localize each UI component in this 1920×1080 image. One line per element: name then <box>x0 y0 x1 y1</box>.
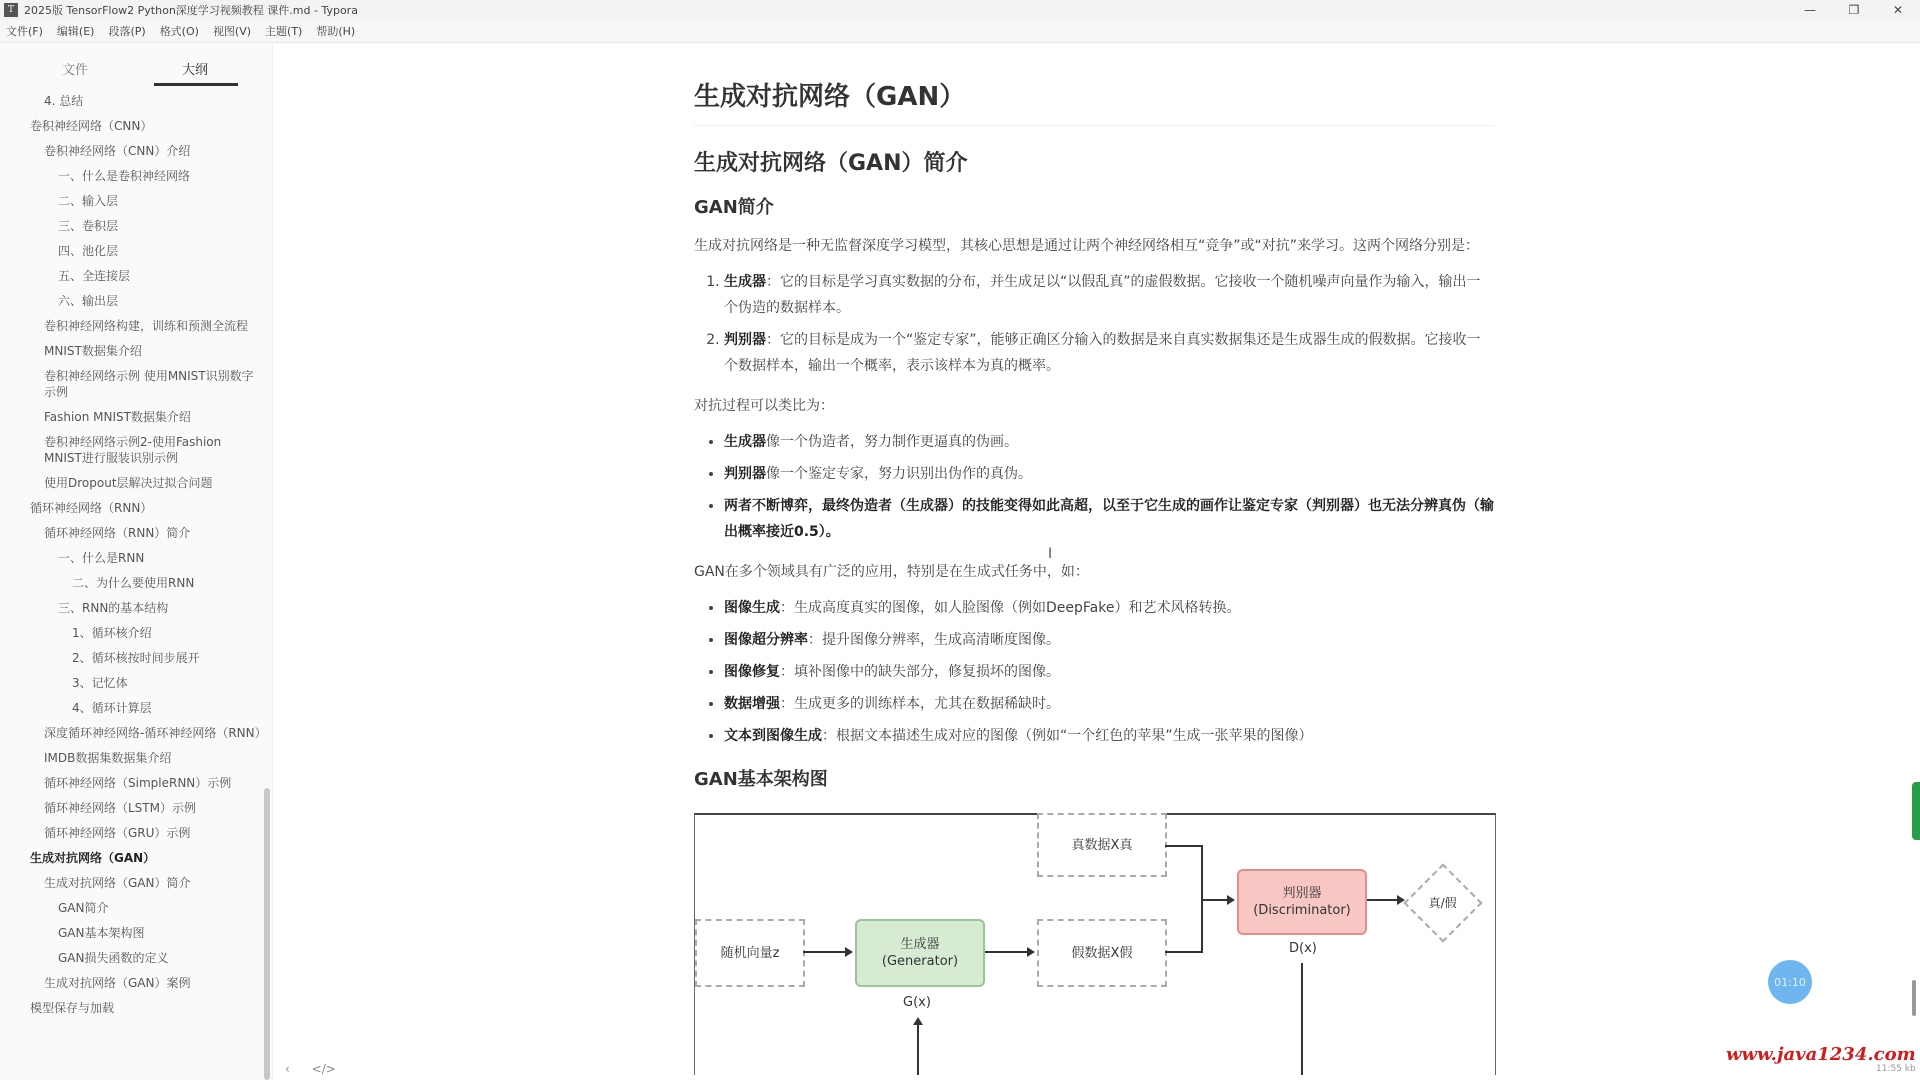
sidebar-footer <box>285 1062 354 1076</box>
list-item <box>724 723 1494 749</box>
doc-heading-gan-intro: GAN简介 <box>694 197 774 218</box>
outline-item[interactable]: 卷积神经网络示例 使用MNIST识别数字示例 <box>44 369 254 399</box>
doc-heading-1: 生成对抗网络（GAN） <box>694 76 1494 126</box>
outline-item[interactable]: 循环神经网络（SimpleRNN）示例 <box>44 776 232 790</box>
side-widget-tab[interactable] <box>1912 782 1920 840</box>
list-item-text: ：填补图像中的缺失部分，修复损坏的图像。 <box>780 664 1060 680</box>
menu-edit[interactable]: 编辑(E) <box>56 25 95 38</box>
outline-item[interactable]: MNIST数据集介绍 <box>44 344 142 358</box>
outline-item[interactable]: 生成对抗网络（GAN） <box>30 851 156 865</box>
list-item-text: 像一个鉴定专家，努力识别出伪作的真伪。 <box>766 466 1032 482</box>
sidebar-scrollbar[interactable] <box>264 788 270 1080</box>
window-controls <box>1788 0 1920 20</box>
list-item <box>724 461 1494 487</box>
arrow-icon <box>1227 895 1235 905</box>
menu-file[interactable]: 文件(F) <box>6 25 43 38</box>
real-data-box <box>1037 813 1167 877</box>
real-fake-label: 真/假 <box>1428 895 1458 910</box>
applications-list <box>694 595 1494 749</box>
collapse-sidebar-icon[interactable]: ‹ <box>285 1062 290 1076</box>
generator-box <box>855 919 985 987</box>
list-item <box>724 327 1494 379</box>
list-item <box>724 595 1494 621</box>
typora-app-icon: T <box>4 3 18 17</box>
fake-data-label: 假数据X假 <box>1071 945 1133 961</box>
connector-line <box>803 951 847 953</box>
close-icon[interactable]: ✕ <box>1892 3 1904 17</box>
list-item-term: 图像修复 <box>724 664 780 680</box>
outline-item[interactable]: 卷积神经网络（CNN） <box>30 119 153 133</box>
outline-item[interactable]: GAN基本架构图 <box>58 926 145 940</box>
arrow-icon <box>845 947 853 957</box>
arrow-icon <box>1027 947 1035 957</box>
outline-item[interactable]: 3、记忆体 <box>72 676 128 690</box>
watermark: www.java1234.com <box>1726 1044 1916 1065</box>
list-item <box>724 429 1494 455</box>
outline-item[interactable]: 四、池化层 <box>58 244 119 258</box>
noise-vector-label: 随机向量z <box>720 945 780 961</box>
list-item-text: ：提升图像分辨率，生成高清晰度图像。 <box>808 632 1060 648</box>
list-item <box>724 659 1494 685</box>
gan-architecture-diagram <box>694 813 1496 1075</box>
outline-item[interactable]: 循环神经网络（RNN） <box>30 501 153 515</box>
fake-data-box <box>1037 919 1167 987</box>
doc-heading-2: 生成对抗网络（GAN）简介 <box>694 151 968 176</box>
outline-item[interactable]: 三、RNN的基本结构 <box>58 601 169 615</box>
list-item-term: 文本到图像生成 <box>724 728 822 744</box>
discriminator-output-label: D(x) <box>1289 941 1317 956</box>
menu-help[interactable]: 帮助(H) <box>316 25 356 38</box>
list-item-term: 生成器 <box>724 434 766 450</box>
outline-item[interactable]: 卷积神经网络构建，训练和预测全流程 <box>44 319 249 333</box>
menu-bar <box>0 20 1920 43</box>
outline-item[interactable]: 五、全连接层 <box>58 269 131 283</box>
outline-item[interactable]: 一、什么是RNN <box>58 551 145 565</box>
real-data-label: 真数据X真 <box>1071 837 1133 853</box>
outline-item[interactable]: 1、循环核介绍 <box>72 626 152 640</box>
menu-format[interactable]: 格式(O) <box>159 25 199 38</box>
list-item-text: ：根据文本描述生成对应的图像（例如“一个红色的苹果”生成一张苹果的图像） <box>822 728 1313 744</box>
menu-view[interactable]: 视图(V) <box>212 25 252 38</box>
arrow-icon <box>913 1017 923 1025</box>
active-tab-indicator <box>154 83 238 86</box>
list-item <box>724 269 1494 321</box>
outline-item[interactable]: 循环神经网络（RNN）简介 <box>44 526 191 540</box>
outline-item[interactable]: 4、循环计算层 <box>72 701 152 715</box>
discriminator-en-label: (Discriminator) <box>1253 903 1351 918</box>
outline-item[interactable]: 4. 总结 <box>44 94 84 108</box>
source-code-mode-icon[interactable]: </> <box>311 1062 336 1076</box>
list-item <box>724 493 1494 545</box>
text-cursor-icon: I <box>1048 546 1053 562</box>
outline-item[interactable]: GAN损失函数的定义 <box>58 951 169 965</box>
restore-icon[interactable]: ❐ <box>1848 3 1860 17</box>
sidebar-tabs <box>0 43 272 89</box>
outline-item[interactable]: 二、为什么要使用RNN <box>72 576 195 590</box>
floating-timer-button[interactable] <box>1768 960 1812 1004</box>
outline-item[interactable]: 模型保存与加载 <box>30 1001 115 1015</box>
outline-item[interactable]: 二、输入层 <box>58 194 119 208</box>
outline-item[interactable]: Fashion MNIST数据集介绍 <box>44 410 191 424</box>
outline-item[interactable]: 卷积神经网络（CNN）介绍 <box>44 144 191 158</box>
outline-list <box>0 89 267 1021</box>
sidebar <box>0 43 273 1080</box>
outline-item[interactable]: 一、什么是卷积神经网络 <box>58 169 191 183</box>
connector-line <box>985 951 1029 953</box>
discriminator-box <box>1237 869 1367 935</box>
noise-vector-box <box>695 919 805 987</box>
list-item-term: 图像超分辨率 <box>724 632 808 648</box>
outline-item[interactable]: 使用Dropout层解决过拟合问题 <box>44 476 213 490</box>
outline-item[interactable]: 循环神经网络（GRU）示例 <box>44 826 191 840</box>
menu-theme[interactable]: 主题(T) <box>265 25 303 38</box>
outline-item[interactable]: IMDB数据集数据集介绍 <box>44 751 172 765</box>
outline-item[interactable]: 生成对抗网络（GAN）简介 <box>44 876 191 890</box>
connector-line <box>1165 845 1201 847</box>
floating-timer-label: 01:10 <box>1774 975 1806 989</box>
list-item-term: 图像生成 <box>724 600 780 616</box>
generator-en-label: (Generator) <box>881 954 959 969</box>
connector-line <box>1367 899 1397 901</box>
list-item <box>724 627 1494 653</box>
outline-item[interactable]: 生成对抗网络（GAN）案例 <box>44 976 191 990</box>
tab-outline[interactable]: 大纲 <box>182 63 209 78</box>
outline-item[interactable]: 深度循环神经网络-循环神经网络（RNN） <box>44 726 267 740</box>
outline-item[interactable]: 三、卷积层 <box>58 219 119 233</box>
minimize-icon[interactable]: — <box>1804 3 1816 17</box>
list-item-term: 生成器 <box>724 274 766 290</box>
outline-item[interactable]: 循环神经网络（LSTM）示例 <box>44 801 196 815</box>
intro-paragraph: 生成对抗网络是一种无监督深度学习模型，其核心思想是通过让两个神经网络相互“竞争”或“对抗”来学习。这两个网络分别是： <box>694 238 1480 254</box>
connector-line <box>917 1023 919 1075</box>
list-item-term: 判别器 <box>724 332 766 348</box>
list-item-text: ：生成高度真实的图像，如人脸图像（例如DeepFake）和艺术风格转换。 <box>780 600 1241 616</box>
real-fake-output-box <box>1403 863 1482 942</box>
process-list <box>694 429 1494 545</box>
document-scrollbar[interactable] <box>1912 980 1916 1016</box>
outline-item[interactable]: 六、输出层 <box>58 294 119 308</box>
window-title: 2025版 TensorFlow2 Python深度学习视频教程 课件.md - Typora <box>24 4 358 17</box>
applications-label: GAN在多个领域具有广泛的应用，特别是在生成式任务中，如： <box>694 564 1089 580</box>
outline-item[interactable]: GAN简介 <box>58 901 109 915</box>
network-list <box>694 269 1494 379</box>
list-item-text: ：它的目标是成为一个“鉴定专家”，能够正确区分输入的数据是来自真实数据集还是生成器生成的假数据。它接收一个数据样本，输出一个概率，表示该样本为真的概率。 <box>724 332 1481 374</box>
arrow-icon <box>1397 895 1405 905</box>
list-item-text: ：生成更多的训练样本，尤其在数据稀缺时。 <box>780 696 1060 712</box>
list-item <box>724 691 1494 717</box>
list-item-text: 像一个伪造者，努力制作更逼真的伪画。 <box>766 434 1018 450</box>
menu-paragraph[interactable]: 段落(P) <box>108 25 146 38</box>
list-item-term: 数据增强 <box>724 696 780 712</box>
doc-heading-gan-architecture: GAN基本架构图 <box>694 769 828 790</box>
status-readout: 11:55 kb <box>1876 1064 1916 1074</box>
outline-item[interactable]: 2、循环核按时间步展开 <box>72 651 200 665</box>
generator-output-label: G(x) <box>903 995 931 1010</box>
process-label: 对抗过程可以类比为： <box>694 398 834 414</box>
generator-label: 生成器 <box>900 937 940 952</box>
list-item-text: ：它的目标是学习真实数据的分布，并生成足以“以假乱真”的虚假数据。它接收一个随机噪声向量作为输入，输出一个伪造的数据样本。 <box>724 274 1481 316</box>
discriminator-label: 判别器 <box>1282 886 1322 901</box>
list-item-text: 两者不断博弈，最终伪造者（生成器）的技能变得如此高超，以至于它生成的画作让鉴定专家（判别器）也无法分辨真伪（输出概率接近0.5）。 <box>724 498 1494 540</box>
title-bar <box>0 0 1920 20</box>
connector-line <box>1165 951 1201 953</box>
tab-files[interactable]: 文件 <box>62 63 89 78</box>
list-item-term: 判别器 <box>724 466 766 482</box>
outline-item[interactable]: 卷积神经网络示例2-使用Fashion MNIST进行服装识别示例 <box>44 435 222 465</box>
document-content <box>694 60 1494 1075</box>
connector-line <box>1201 899 1227 901</box>
connector-line <box>1301 963 1303 1075</box>
